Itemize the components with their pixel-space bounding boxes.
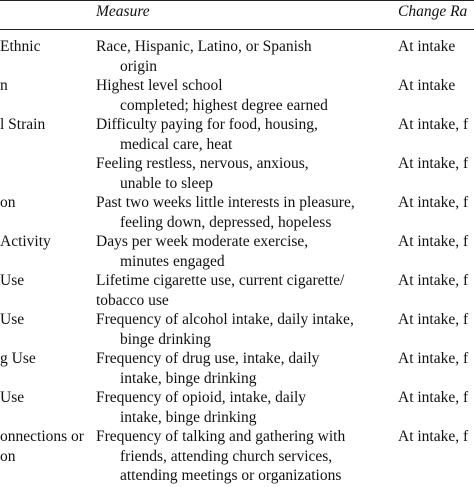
table-row [0,310,474,349]
top-rule [0,0,474,1]
variable-cell: onnections or on [0,428,84,465]
measure-cell: Frequency of alcohol intake, daily intake, binge drinking [96,311,354,348]
measure-cell: Race, Hispanic, Latino, or Spanish origin [96,38,312,75]
variable-cell: Use [0,311,25,328]
change-cell: At intake, f [398,233,469,250]
table-row [0,154,474,193]
header-change-rate: Change Ra [398,3,468,20]
variable-cell: n [0,77,8,94]
change-cell: At intake [398,77,456,94]
change-cell: At intake, f [398,272,469,289]
change-cell: At intake, f [398,116,469,133]
measure-cell: Past two weeks little interests in pleasure, feeling down, depressed, hopeless [96,194,355,231]
measure-cell: Lifetime cigarette use, current cigarette/ tobacco use [96,272,345,309]
table-row [0,76,474,115]
measure-cell: Feeling restless, nervous, anxious, unable to sleep [96,155,309,192]
measure-cell: Days per week moderate exercise, minutes engaged [96,233,309,270]
change-cell: At intake, f [398,194,469,211]
measure-cell: Frequency of drug use, intake, daily intake, binge drinking [96,350,320,387]
table-row [0,232,474,271]
variable-cell: g Use [0,350,36,367]
variable-cell: Use [0,272,25,289]
change-cell: At intake [398,38,456,55]
table-row [0,427,474,487]
table-row [0,115,474,154]
variable-cell: Ethnic [0,38,41,55]
variable-cell: Use [0,389,25,406]
measure-cell: Frequency of talking and gathering with friends, attending church services, attending meetings or organizations [96,428,346,484]
table-body [0,37,474,487]
change-cell: At intake, f [398,428,469,445]
table-row [0,349,474,388]
change-cell: At intake, f [398,389,469,406]
change-cell: At intake, f [398,311,469,328]
table-row [0,37,474,76]
variable-cell: l Strain [0,116,46,133]
table-row [0,271,474,310]
measure-cell: Difficulty paying for food, housing, medical care, heat [96,116,318,153]
header-measure: Measure [96,3,150,20]
variable-cell: Activity [0,233,51,250]
measure-cell: Highest level school completed; highest degree earned [96,77,328,114]
table-row [0,193,474,232]
table-row [0,388,474,427]
variable-cell: on [0,194,16,211]
header-rule [0,29,474,30]
change-cell: At intake, f [398,350,469,367]
change-cell: At intake, f [398,155,469,172]
measure-cell: Frequency of opioid, intake, daily intake, binge drinking [96,389,307,426]
